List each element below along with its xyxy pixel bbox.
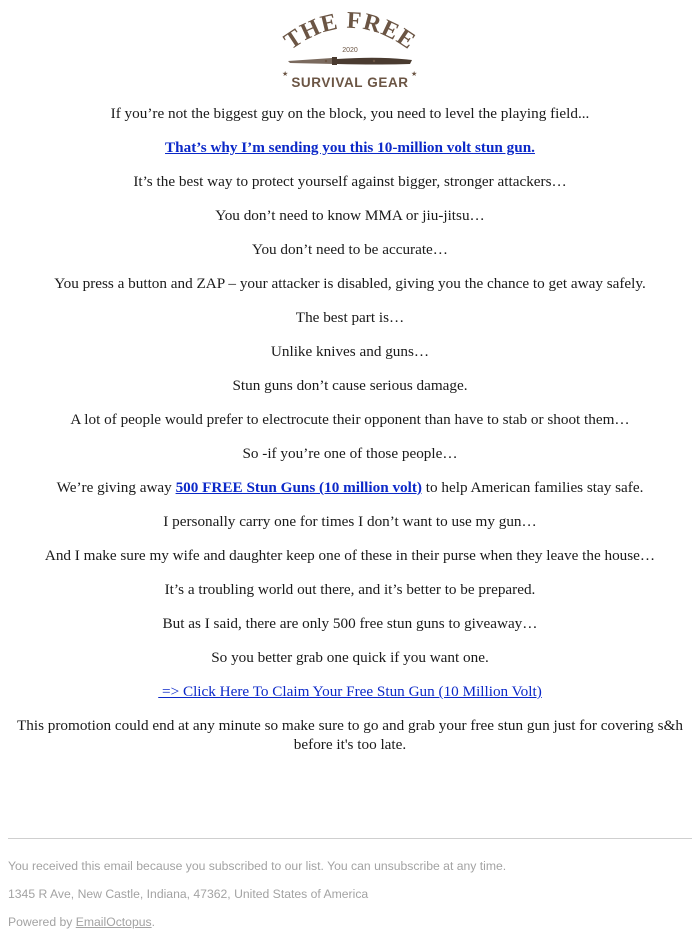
footer-divider: [8, 838, 692, 839]
logo-graphic: [270, 8, 430, 96]
paragraph: You press a button and ZAP – your attacker is disabled, giving you the chance to get away safely.: [54, 275, 646, 292]
paragraph: It’s a troubling world out there, and it’s better to be prepared.: [164, 581, 536, 598]
star-icon: ★: [282, 70, 289, 78]
postal-address: 1345 R Ave, New Castle, Indiana, 47362, United States of America: [8, 887, 369, 901]
email-body: [8, 104, 692, 769]
paragraph: [8, 682, 692, 701]
powered-by-text: Powered by: [8, 915, 76, 929]
paragraph: I personally carry one for times I don’t want to use my gun…: [163, 513, 537, 530]
paragraph: A lot of people would prefer to electrocute their opponent than have to stab or shoot them…: [70, 411, 630, 428]
brand-logo: [270, 8, 430, 96]
star-icon: ★: [411, 70, 418, 78]
logo-title-line2: SURVIVAL GEAR: [291, 75, 409, 90]
powered-by: [8, 914, 692, 930]
subscription-notice: You received this email because you subscribed to our list. You can unsubscribe at any time.: [8, 859, 507, 873]
paragraph: This promotion could end at any minute so make sure to go and grab your free stun gun just for covering s&h before it's too late.: [16, 717, 683, 753]
knife-icon: [288, 57, 412, 65]
paragraph: If you’re not the biggest guy on the block, you need to level the playing field...: [110, 105, 590, 122]
powered-by-period: .: [151, 915, 156, 929]
paragraph-text: to help American families stay safe.: [421, 479, 644, 496]
paragraph: Stun guns don’t cause serious damage.: [232, 377, 468, 394]
paragraph: You don’t need to know MMA or jiu-jitsu…: [215, 207, 485, 224]
paragraph: And I make sure my wife and daughter keep one of these in their purse when they leave the house…: [44, 547, 656, 564]
paragraph: You don’t need to be accurate…: [252, 241, 448, 258]
paragraph: It’s the best way to protect yourself against bigger, stronger attackers…: [133, 173, 567, 190]
email-footer: [8, 858, 692, 942]
paragraph-text: We’re giving away: [56, 479, 176, 496]
stun-gun-offer-link[interactable]: That’s why I’m sending you this 10-million volt stun gun.: [165, 139, 535, 156]
paragraph: Unlike knives and guns…: [270, 343, 430, 360]
paragraph: But as I said, there are only 500 free stun guns to giveaway…: [162, 615, 538, 632]
paragraph: [8, 138, 692, 157]
logo-title-line1: THE FREE: [279, 8, 421, 55]
emailoctopus-link[interactable]: EmailOctopus: [75, 915, 152, 929]
paragraph: So -if you’re one of those people…: [242, 445, 458, 462]
paragraph: The best part is…: [295, 309, 405, 326]
claim-stun-gun-link[interactable]: => Click Here To Claim Your Free Stun Gun (10 Million Volt): [158, 683, 542, 700]
free-stun-guns-link[interactable]: 500 FREE Stun Guns (10 million volt): [175, 479, 422, 496]
paragraph: So you better grab one quick if you want one.: [211, 649, 489, 666]
paragraph: [8, 478, 692, 497]
logo-year: 2020: [342, 47, 358, 54]
